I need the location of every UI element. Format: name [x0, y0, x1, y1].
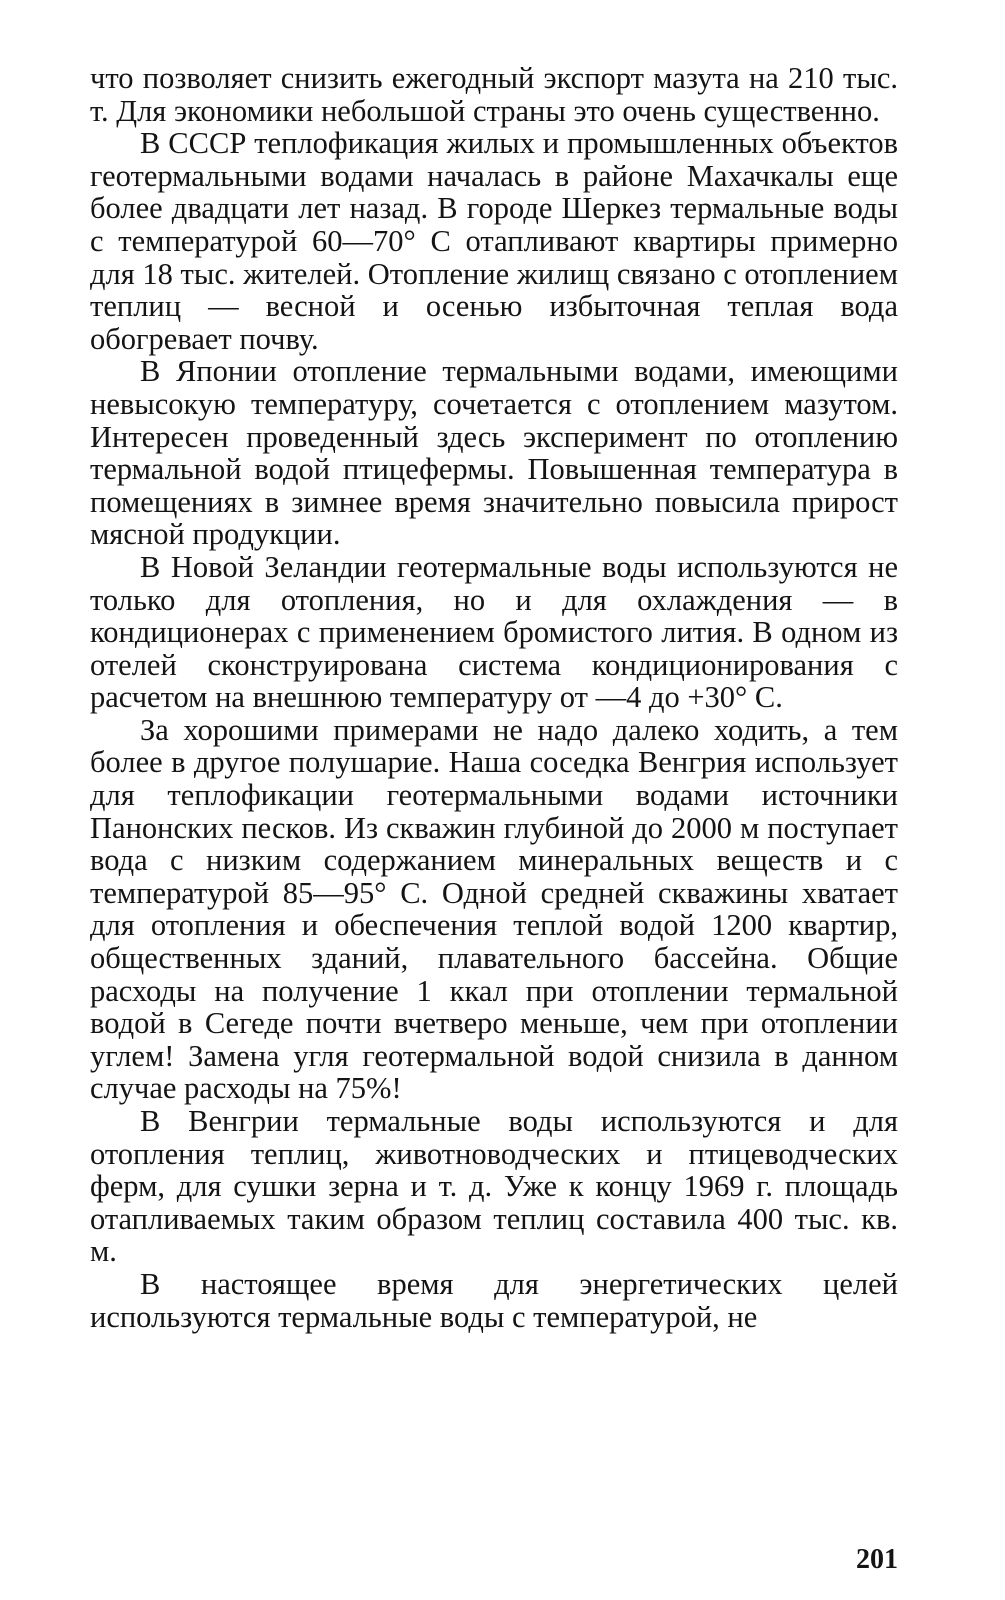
paragraph-5: За хорошими примерами не надо далеко ходить, а тем более в другое полушарие. Наша соседка Венгрия использует для теплофикации геотермальными водами источники Панонских песков. Из скважин глубиной до 2000 м поступает вода с низким содержанием минеральных веществ и с температурой 85—95° С. Одной средней скважины хватает для отопления и обеспечения теплой водой 1200 квартир, общественных зданий, плавательного бассейна. Общие расходы на получение 1 ккал при отоплении термальной водой в Сегеде почти вчетверо меньше, чем при отоплении углем! Замена угля геотермальной водой снизила в данном случае расходы на 75%! [90, 712, 898, 1106]
paragraph-3: В Японии отопление термальными водами, имеющими невысокую температуру, сочетается с отоплением мазутом. Интересен проведенный здесь эксперимент по отоплению термальной водой птицефермы. Повышенная температура в помещениях в зимнее время значительно повысила прирост мясной продукции. [90, 354, 898, 552]
paragraph-1: что позволяет снизить ежегодный экспорт мазута на 210 тыс. т. Для экономики небольшой страны это очень существенно. [90, 61, 898, 128]
page-number: 201 [856, 1544, 898, 1575]
paragraph-4: В Новой Зеландии геотермальные воды используются не только для отопления, но и для охлаждения — в кондиционерах с применением бромистого лития. В одном из отелей сконструирована система кондиционирования с расчетом на внешнюю температуру от —4 до +30° С. [90, 549, 898, 715]
page-body [90, 62, 898, 1333]
paragraph-7: В настоящее время для энергетических целей используются термальные воды с температурой, не [90, 1266, 898, 1334]
paragraph-2: В СССР теплофикация жилых и промышленных объектов геотермальными водами началась в районе Махачкалы еще более двадцати лет назад. В городе Шеркез термальные воды с температурой 60—70° С отапливают квартиры примерно для 18 тыс. жителей. Отопление жилищ связано с отоплением теплиц — весной и осенью избыточная теплая вода обогревает почву. [90, 126, 898, 356]
paragraph-6: В Венгрии термальные воды используются и для отопления теплиц, животноводческих и птицеводческих ферм, для сушки зерна и т. д. Уже к концу 1969 г. площадь отапливаемых таким образом теплиц составила 400 тыс. кв. м. [90, 1104, 898, 1269]
